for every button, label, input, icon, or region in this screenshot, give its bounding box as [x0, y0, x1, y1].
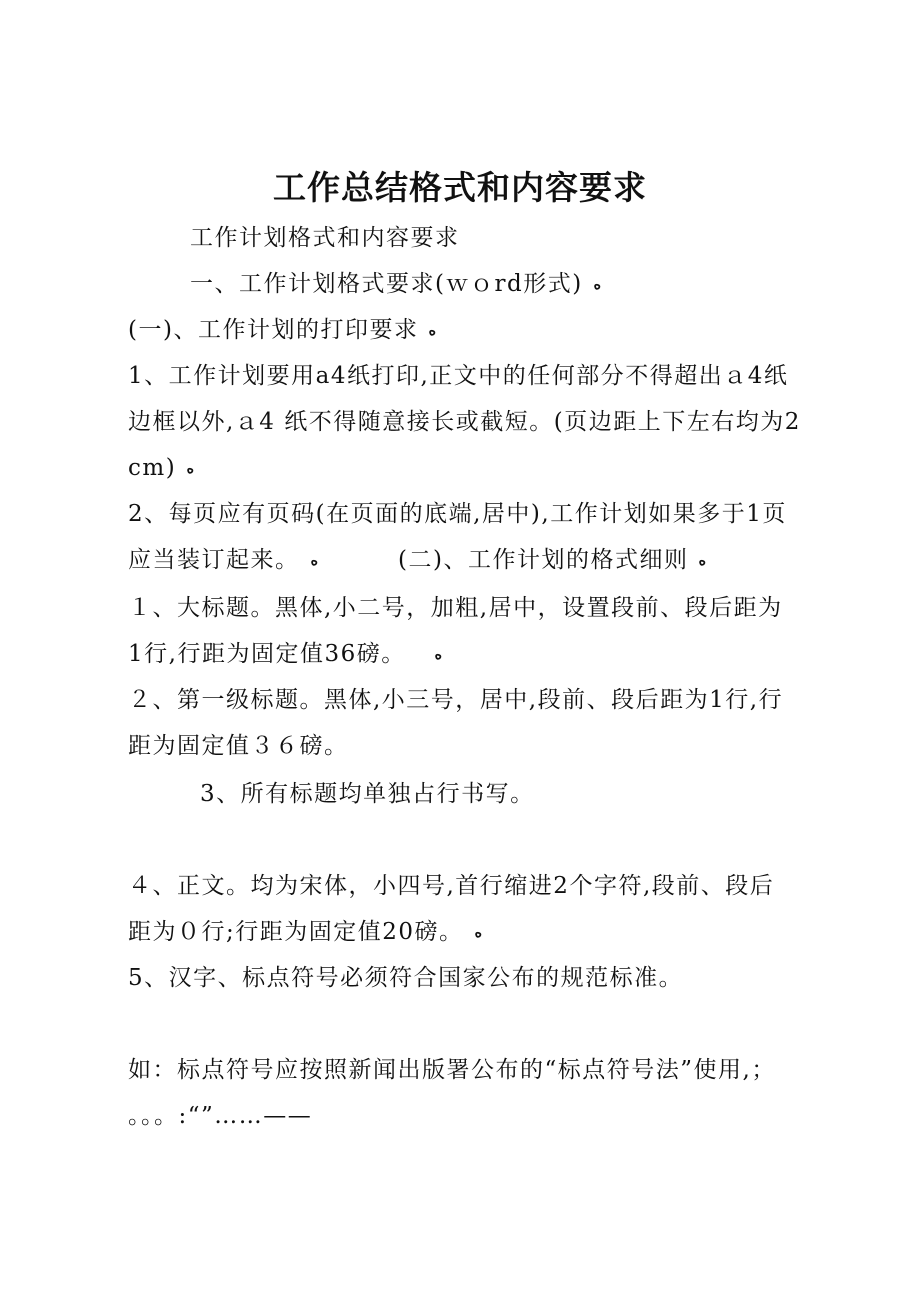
line-text: ４、正文。均为宋体，小四号,首行缩进2个字符,段前、段后 [128, 873, 775, 899]
body-line [128, 870, 774, 902]
line-text: 如：标点符号应按照新闻出版署公布的“标点符号法”使用,； [128, 1057, 776, 1083]
paragraph-mark-icon: ﻩ [471, 924, 484, 942]
line-text: 边框以外,ａ4 纸不得随意接长或截短。(页边距上下左右均为2 [128, 409, 801, 435]
subtitle-line [190, 222, 460, 254]
line-text: 3、所有标题均单独占行书写。 [200, 781, 535, 807]
line-text: 1、工作计划要用a4纸打印,正文中的任何部分不得超出ａ4纸 [128, 363, 789, 389]
line-text: (二)、工作计划的格式细则 [398, 547, 689, 573]
subsection-heading-line [128, 314, 439, 347]
paragraph-mark-icon: ﻩ [306, 552, 320, 570]
body-line [128, 638, 444, 671]
document-title: 工作总结格式和内容要求 [273, 168, 647, 207]
body-line [128, 406, 801, 438]
body-line [128, 592, 783, 624]
line-text: 5、汉字、标点符号必须符合国家公布的规范标准。 [128, 965, 684, 991]
subsection-heading-line [398, 544, 709, 577]
body-line [128, 916, 484, 949]
body-line [128, 498, 787, 530]
body-line [200, 778, 535, 810]
body-line [128, 544, 320, 577]
body-line [128, 962, 683, 994]
line-text: 。。。:“”……—— [128, 1103, 313, 1129]
line-text: １、大标题。黑体,小二号，加粗,居中，设置段前、段后距为 [128, 595, 783, 621]
body-line [128, 452, 197, 485]
body-line [128, 730, 349, 762]
paragraph-mark-icon: ﻩ [695, 552, 709, 570]
line-text: (一)、工作计划的打印要求 [128, 317, 419, 343]
line-text: ２、第一级标题。黑体,小三号，居中,段前、段后距为1行,行 [128, 687, 784, 713]
paragraph-mark-icon: ﻩ [431, 646, 444, 664]
body-line [128, 684, 783, 716]
body-line [128, 360, 788, 392]
line-text: 1行,行距为固定值36磅。 [128, 641, 406, 667]
line-text: 距为０行;行距为固定值20磅。 [128, 919, 464, 945]
line-text: 一、工作计划格式要求(ｗｏrd形式) [190, 271, 583, 297]
paragraph-mark-icon: ﻩ [425, 322, 439, 340]
paragraph-mark-icon: ﻩ [590, 276, 603, 294]
line-text: 工作计划格式和内容要求 [190, 225, 460, 251]
body-line [128, 1054, 776, 1086]
body-line [128, 1100, 312, 1132]
line-text: 应当装订起来。 [128, 547, 300, 573]
line-text: cm) [128, 455, 177, 481]
paragraph-mark-icon: ﻩ [183, 460, 197, 478]
section-heading-line [190, 268, 603, 301]
line-text: 距为固定值３６磅。 [128, 733, 349, 759]
line-text: 2、每页应有页码(在页面的底端,居中),工作计划如果多于1页 [128, 501, 787, 527]
